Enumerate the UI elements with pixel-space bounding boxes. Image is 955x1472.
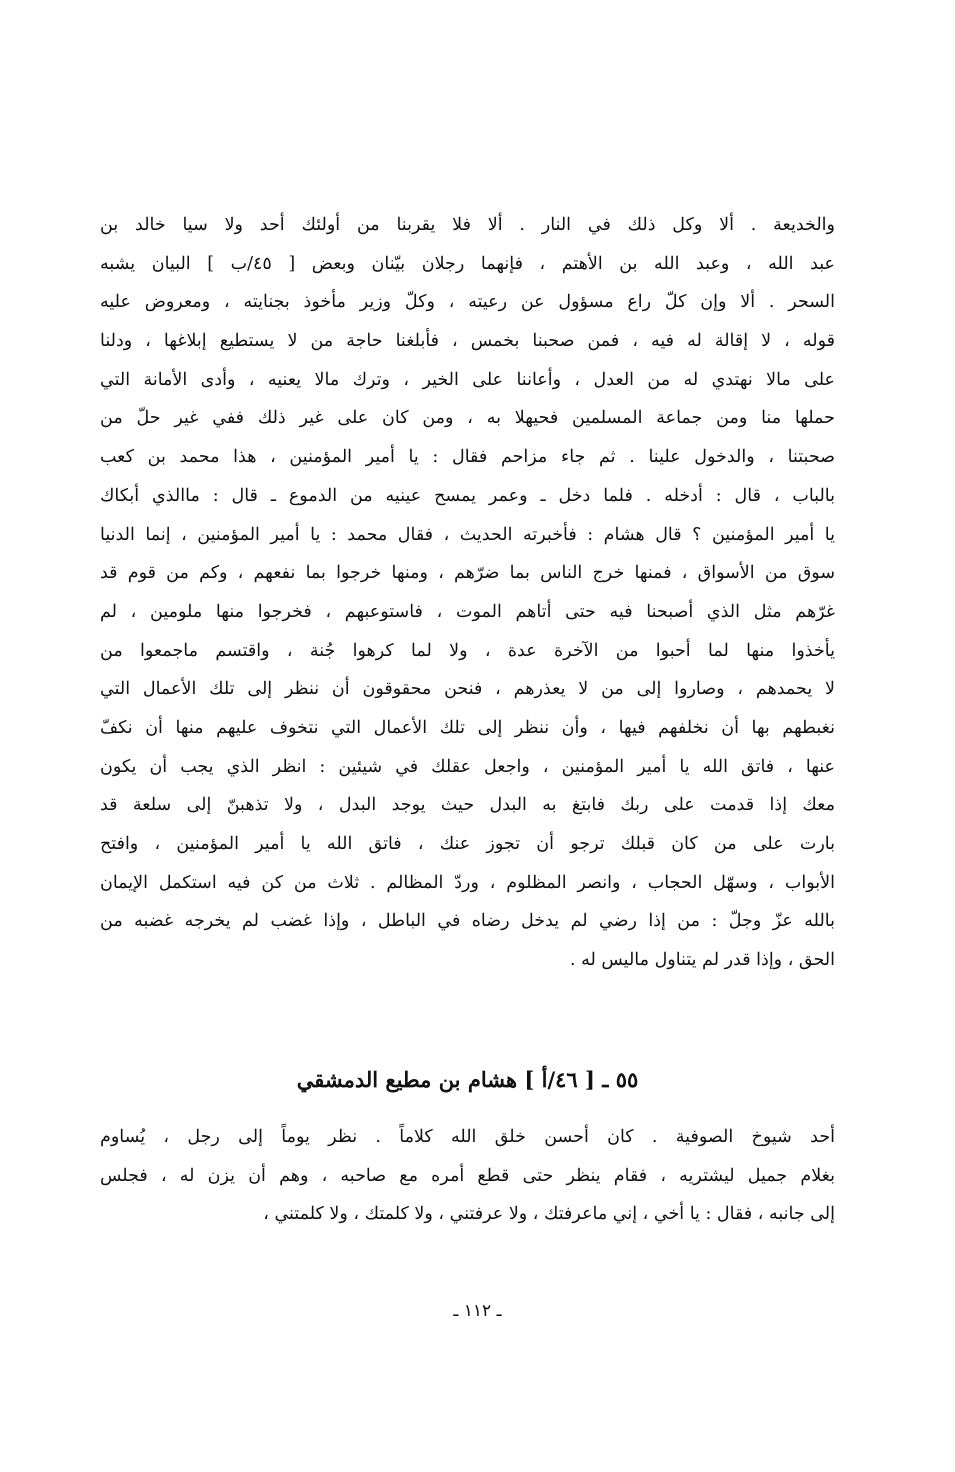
text-line: أحد شيوخ الصوفية . كان أحسن خلق الله كلاماً . نظر يوماً إلى رجل ، يُساوم bbox=[100, 1127, 835, 1147]
text-line: حملها منا ومن جماعة المسلمين فحيهلا به ، ومن كان على غير ذلك ففي غير حلّ من bbox=[100, 408, 835, 429]
text-line: نغبطهم بها أن نخلفهم فيها ، وأن ننظر إلى تلك الأعمال التي نتخوف عليهم منها أن نكفّ bbox=[100, 717, 835, 738]
text-line: عنها ، فاتق الله يا أمير المؤمنين ، واجعل عقلك في شيئين : انظر الذي يجب أن يكون bbox=[100, 756, 835, 777]
text-line: بالله عزّ وجلّ : من إذا رضي لم يدخل رضاه في الباطل ، وإذا غضب لم يخرجه غضبه من bbox=[100, 911, 835, 932]
text-line: السحر . ألا وإن كلّ راع مسؤول عن رعيته ، وكلّ وزير مأخوذ بجنايته ، ومعروض عليه bbox=[100, 292, 835, 313]
heading-title: هشام بن مطيع الدمشقي bbox=[296, 1067, 518, 1092]
text-line: بغلام جميل ليشتريه ، فقام ينظر حتى قطع أمره مع صاحبه ، وهم أن يزن له ، فجلس bbox=[100, 1165, 835, 1186]
text-line: الحق ، وإذا قدر لم يتناول ماليس له . bbox=[569, 950, 835, 971]
text-line: عبد الله ، وعبد الله بن الأهتم ، فإنهما رجلان بيّنان وبعض [ ٤٥/ب ] البيان يشبه bbox=[100, 253, 835, 274]
text-line: بارت على من كان قبلك ترجو أن تجوز عنك ، فاتق الله يا أمير المؤمنين ، وافتح bbox=[100, 834, 835, 854]
text-line: لا يحمدهم ، وصاروا إلى من لا يعذرهم ، فنحن محقوقون أن ننظر إلى تلك الأعمال التي bbox=[100, 679, 835, 700]
text-line: والخديعة . ألا وكل ذلك في النار . ألا فلا يقربنا من أولئك أحد ولا سيا خالد بن bbox=[100, 215, 835, 235]
text-line: غرّهم مثل الذي أصبحنا فيه حتى أتاهم الموت ، فاستوعبهم ، فخرجوا منها ملومين ، لم bbox=[100, 601, 835, 622]
text-line: سوق من الأسواق ، فمنها خرج الناس بما ضرّهم ، ومنها خرجوا بما نفعهم ، وكم من قوم قد bbox=[100, 563, 835, 584]
text-line: يا أمير المؤمنين ؟ قال هشام : فأخبرته الحديث ، فقال محمد : يا أمير المؤمنين ، إنما الدنيا bbox=[100, 524, 835, 545]
text-line: معك إذا قدمت على ربك فابتغ به البدل حيث يوجد البدل ، ولا تذهبنّ إلى سلعة قد bbox=[100, 795, 835, 816]
text-line: يأخذوا منها لما أحبوا من الآخرة عدة ، ولا لما كرهوا جُنة ، واقتسم ماجمعوا من bbox=[100, 640, 835, 661]
text-line: صحبتنا ، والدخول علينا . ثم جاء مزاحم فقال : يا أمير المؤمنين ، هذا محمد بن كعب bbox=[100, 447, 835, 468]
heading-folio-reference: [ ٤٦/أ ] bbox=[524, 1067, 595, 1092]
section-paragraph bbox=[100, 1118, 835, 1234]
text-line: إلى جانبه ، فقال : يا أخي ، إني ماعرفتك ، ولا عرفتني ، ولا كلمتك ، ولا كلمتني ، bbox=[263, 1204, 835, 1225]
section-heading bbox=[100, 1058, 835, 1102]
text-line: بالباب ، قال : أدخله . فلما دخل ـ وعمر يمسح عينيه من الدموع ـ قال : ماالذي أبكاك bbox=[100, 485, 835, 506]
text-line: قوله ، لا إقالة له فيه ، فمن صحبنا بخمس ، فأبلغنا حاجة من لا يستطيع إبلاغها ، ودلنا bbox=[100, 331, 835, 352]
body-paragraph bbox=[100, 206, 835, 980]
text-line: على مالا نهتدي له من العدل ، وأعاننا على الخير ، وترك مالا يعنيه ، وأدى الأمانة التي bbox=[100, 369, 835, 390]
page-number: ـ ١١٢ ـ bbox=[453, 1301, 502, 1321]
text-line: الأبواب ، وسهّل الحجاب ، وانصر المظلوم ، وردّ المظالم . ثلاث من كن فيه استكمل الإيمان bbox=[100, 872, 835, 893]
heading-number: ٥٥ ـ bbox=[602, 1067, 639, 1092]
